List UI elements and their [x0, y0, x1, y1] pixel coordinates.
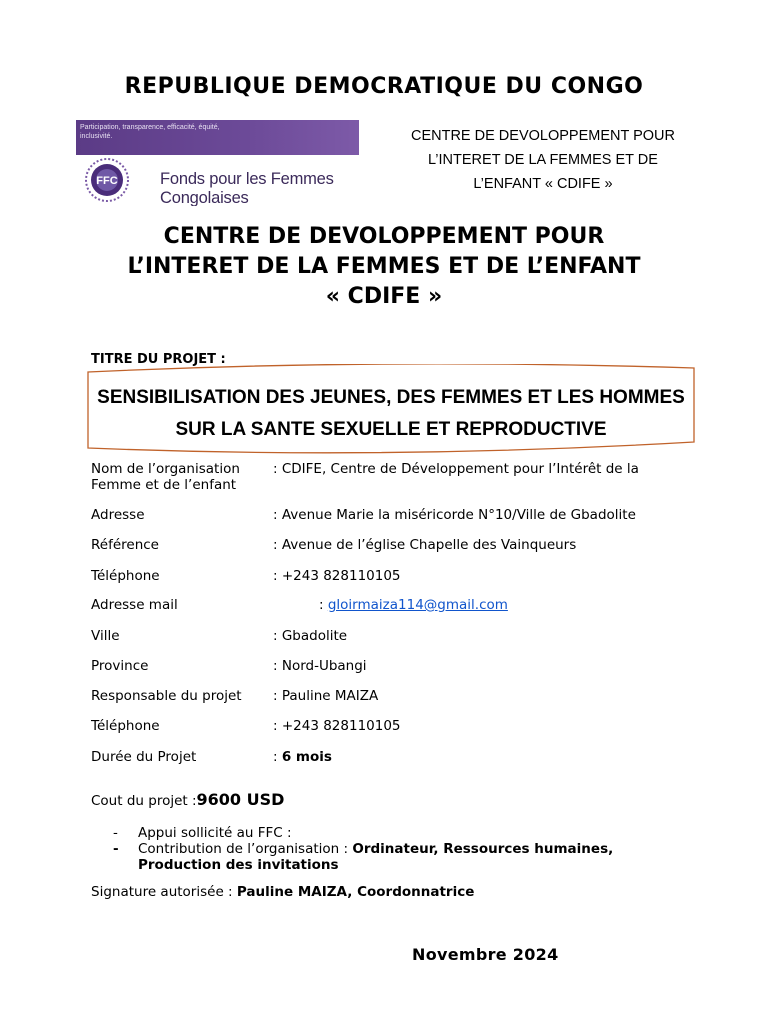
cost-amount: 9600 USD: [196, 790, 285, 809]
duration-value: 6 mois: [281, 749, 332, 765]
title-line: L’INTERET DE LA FEMMES ET DE L’ENFANT: [127, 254, 641, 279]
logo-name: Fonds pour les Femmes Congolaises: [160, 170, 334, 206]
project-title-label: TITRE DU PROJET :: [91, 352, 226, 367]
info-value: [273, 749, 673, 765]
info-label: Province: [91, 658, 149, 674]
info-label: Ville: [91, 628, 120, 644]
info-value: : Nord-Ubangi: [273, 658, 367, 674]
header-org-line: L’ENFANT « CDIFE »: [473, 176, 613, 192]
ffc-logo: [76, 120, 359, 206]
list-dash: -: [113, 825, 118, 841]
info-value: : CDIFE, Centre de Développement pour l’Intérêt de la: [273, 461, 639, 477]
project-title: [92, 382, 690, 446]
duration-colon: :: [273, 749, 282, 765]
signature-line: [91, 884, 474, 900]
info-label: Téléphone: [91, 568, 160, 584]
info-value: : Avenue Marie la miséricorde N°10/Ville de Gbadolite: [273, 507, 636, 523]
header-org-name: [398, 124, 688, 196]
info-value: : +243 828110105: [273, 568, 401, 584]
info-value: : Gbadolite: [273, 628, 348, 644]
logo-tagline: Participation, transparence, efficacité, équité, inclusivité.: [80, 124, 220, 140]
header-org-line: CENTRE DE DEVOLOPPEMENT POUR: [410, 128, 675, 144]
info-row-organisation: [91, 461, 691, 493]
document-title: [60, 222, 708, 312]
signature-value: Pauline MAIZA, Coordonnatrice: [236, 884, 475, 900]
info-label: Référence: [91, 537, 159, 553]
project-title-line: SUR LA SANTE SEXUELLE ET REPRODUCTIVE: [175, 419, 607, 440]
email-link[interactable]: gloirmaiza114@gmail.com: [327, 597, 508, 613]
project-title-line: SENSIBILISATION DES JEUNES, DES FEMMES ET LES HOMMES: [97, 387, 685, 408]
list-dash: -: [113, 841, 119, 857]
info-label: Téléphone: [91, 718, 160, 734]
ffc-emblem-icon: [84, 157, 130, 203]
info-value-continued: Femme et de l’enfant: [91, 477, 237, 493]
list-item-text: Appui sollicité au FFC :: [138, 825, 292, 841]
project-cost: [91, 790, 284, 809]
info-value: [319, 597, 719, 613]
info-value: : Pauline MAIZA: [273, 688, 379, 704]
logo-initials: FFC: [96, 175, 118, 187]
document-date: Novembre 2024: [412, 945, 559, 964]
funding-list: [113, 825, 673, 873]
list-item-bold: Production des invitations: [138, 857, 339, 873]
info-value: : +243 828110105: [273, 718, 401, 734]
list-item-bold: Ordinateur, Ressources humaines,: [352, 841, 614, 857]
signature-label: Signature autorisée :: [91, 884, 237, 900]
email-colon: :: [319, 597, 328, 613]
country-heading: REPUBLIQUE DEMOCRATIQUE DU CONGO: [124, 74, 644, 99]
info-value: : Avenue de l’église Chapelle des Vainqueurs: [273, 537, 577, 553]
info-label: Durée du Projet: [91, 749, 197, 765]
cost-label: Cout du projet :: [91, 793, 197, 809]
info-label: Adresse: [91, 507, 145, 523]
header-org-line: L’INTERET DE LA FEMMES ET DE: [428, 152, 658, 168]
title-line: « CDIFE »: [325, 284, 443, 309]
info-label: Nom de l’organisation: [91, 461, 240, 477]
list-item: [113, 841, 673, 873]
list-item: [113, 825, 673, 841]
info-label: Adresse mail: [91, 597, 178, 613]
title-line: CENTRE DE DEVOLOPPEMENT POUR: [163, 224, 605, 249]
list-item-text: Contribution de l’organisation :: [138, 841, 353, 857]
info-label: Responsable du projet: [91, 688, 242, 704]
